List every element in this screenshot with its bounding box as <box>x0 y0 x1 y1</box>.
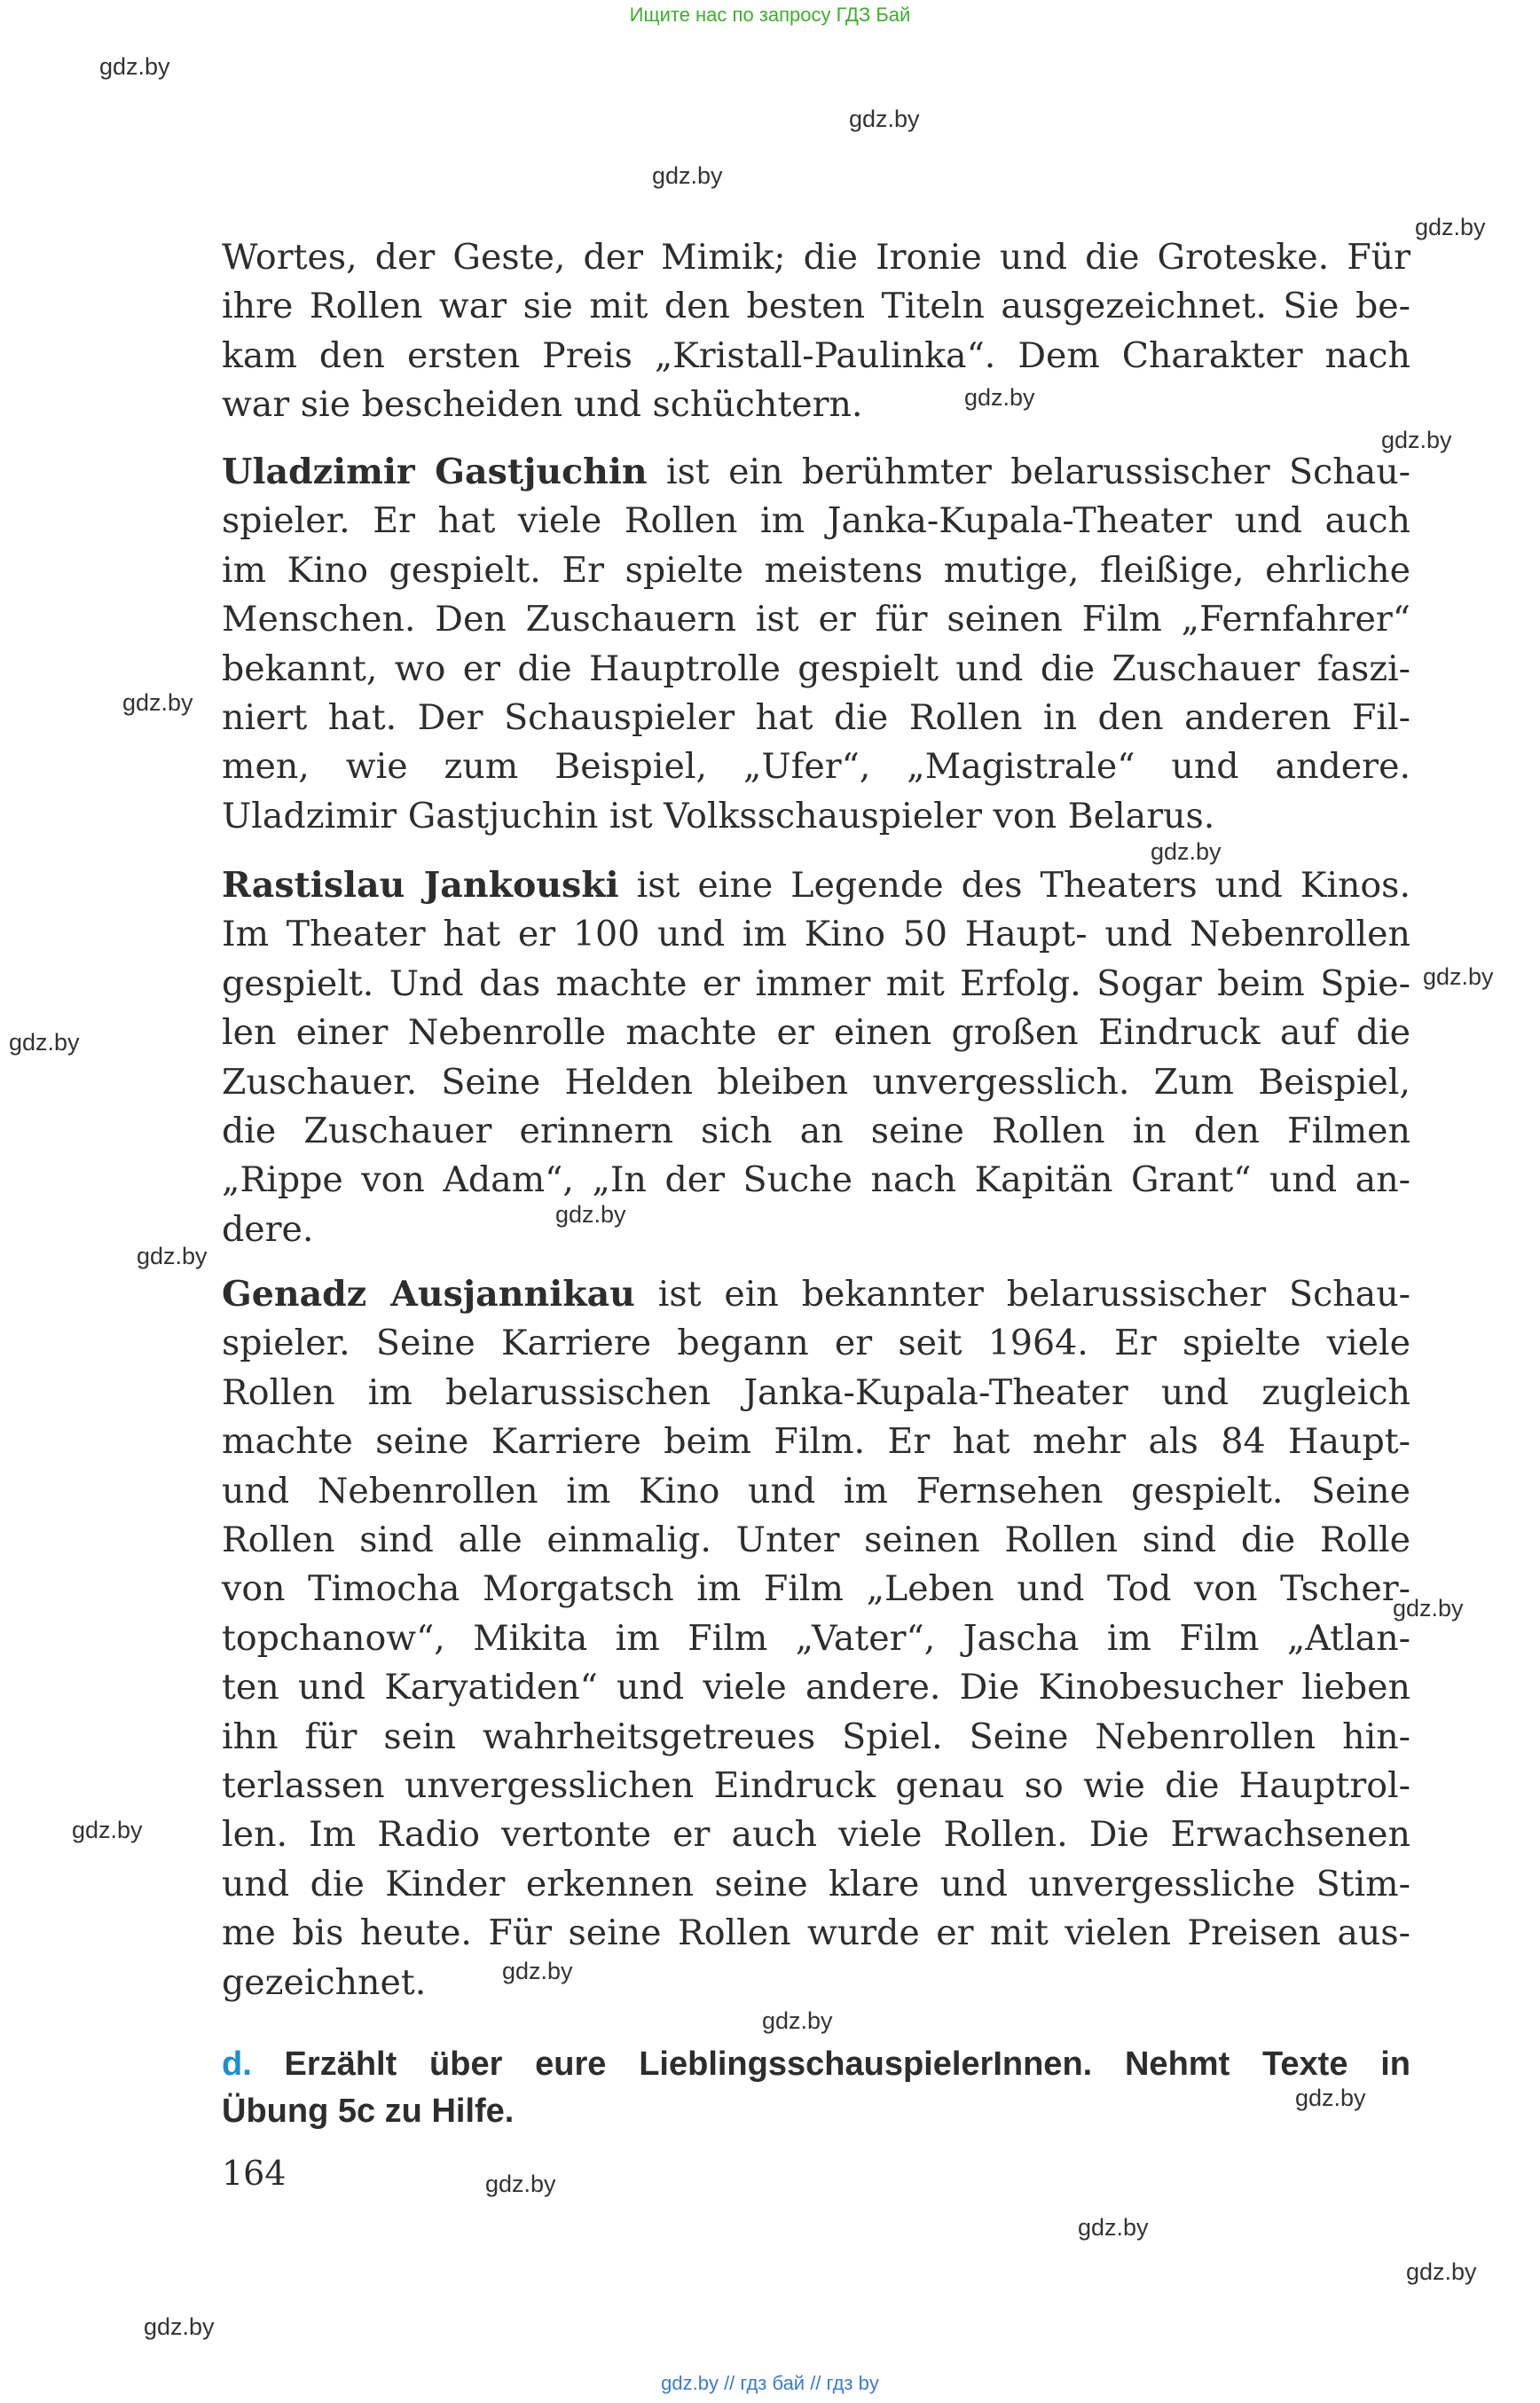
text-line: topchanow“, Mikita im Film „Vater“, Jascha im Film „Atlan- <box>222 1617 1410 1659</box>
watermark: gdz.by <box>1393 1595 1464 1622</box>
task-d <box>222 2041 1410 2135</box>
paragraph-jankouski <box>222 861 1410 1254</box>
text-line: terlassen unvergesslichen Eindruck genau so wie die Hauptrol- <box>222 1765 1410 1807</box>
text-line: dere. <box>222 1208 314 1250</box>
text-line: Zuschauer. Seine Helden bleiben unvergesslich. Zum Beispiel, <box>222 1061 1410 1103</box>
text-line: „Rippe von Adam“, „In der Suche nach Kapitän Grant“ und an- <box>222 1159 1410 1201</box>
actor-name: Rastislau Jankouski <box>222 865 619 906</box>
watermark: gdz.by <box>137 1243 208 1269</box>
text-line: ihre Rollen war sie mit den besten Titeln ausgezeichnet. Sie be- <box>222 286 1410 327</box>
text-line: machte seine Karriere beim Film. Er hat mehr als 84 Haupt- <box>222 1421 1410 1463</box>
text-line: len. Im Radio vertonte er auch viele Rollen. Die Erwachsenen <box>222 1814 1410 1856</box>
text-line: len einer Nebenrolle machte er einen großen Eindruck auf die <box>222 1012 1410 1054</box>
watermark: gdz.by <box>964 384 1035 411</box>
watermark: gdz.by <box>502 1958 573 1984</box>
text-line: Rollen im belarussischen Janka-Kupala-Theater und zugleich <box>222 1371 1410 1413</box>
watermark: gdz.by <box>1423 963 1494 990</box>
text-line: me bis heute. Für seine Rollen wurde er mit vielen Preisen aus- <box>222 1912 1410 1954</box>
text-line: Im Theater hat er 100 und im Kino 50 Haupt- und Nebenrollen <box>222 914 1410 955</box>
text-line: ten und Karyatiden“ und viele andere. Die Kinobesucher lieben <box>222 1667 1410 1708</box>
text-line: Genadz Ausjannikau ist ein bekannter belarussischer Schau- <box>222 1274 1410 1315</box>
paragraph-gastjuchin <box>222 448 1410 841</box>
text-line: Rastislau Jankouski ist eine Legende des Theaters und Kinos. <box>222 865 1411 906</box>
watermark: gdz.by <box>1406 2258 1477 2285</box>
watermark: gdz.by <box>762 2007 833 2034</box>
watermark: gdz.by <box>72 1817 143 1843</box>
watermark: gdz.by <box>122 689 193 716</box>
page-number: 164 <box>222 2154 287 2193</box>
watermark: gdz.by <box>9 1029 80 1056</box>
task-letter: d. <box>222 2046 252 2083</box>
task-line: Übung 5c zu Hilfe. <box>222 2093 515 2130</box>
text-line: Menschen. Den Zuschauern ist er für seinen Film „Fernfahrer“ <box>222 599 1410 640</box>
paragraph-1 <box>222 233 1410 430</box>
text-line: spieler. Er hat viele Rollen im Janka-Kupala-Theater und auch <box>222 500 1410 542</box>
task-line: d. Erzählt über eure LieblingsschauspielerInnen. Nehmt Texte in <box>222 2046 1410 2083</box>
watermark: gdz.by <box>1295 2085 1366 2111</box>
watermark: gdz.by <box>1078 2214 1149 2241</box>
text-line: Uladzimir Gastjuchin ist ein berühmter belarussischer Schau- <box>222 452 1411 492</box>
text-line: spieler. Seine Karriere begann er seit 1964. Er spielte viele <box>222 1323 1410 1364</box>
bottom-banner[interactable]: gdz.by // гдз бай // гдз by <box>661 2372 879 2394</box>
top-banner[interactable]: Ищите нас по запросу ГДЗ Бай <box>629 4 911 26</box>
text-line: und die Kinder erkennen seine klare und unvergessliche Stim- <box>222 1863 1410 1904</box>
watermark: gdz.by <box>144 2313 215 2340</box>
watermark: gdz.by <box>849 106 920 132</box>
watermark: gdz.by <box>555 1201 626 1228</box>
actor-name: Genadz Ausjannikau <box>222 1274 635 1315</box>
text-line: Uladzimir Gastjuchin ist Volksschauspieler von Belarus. <box>222 795 1215 836</box>
watermark: gdz.by <box>1381 427 1452 453</box>
text-line: gezeichnet. <box>222 1961 427 2003</box>
watermark: gdz.by <box>485 2171 556 2197</box>
text-line: ihn für sein wahrheitsgetreues Spiel. Seine Nebenrollen hin- <box>222 1716 1410 1757</box>
text-line: niert hat. Der Schauspieler hat die Rollen in den anderen Fil- <box>222 697 1410 739</box>
text-line: gespielt. Und das machte er immer mit Erfolg. Sogar beim Spie- <box>222 962 1410 1004</box>
actor-name: Uladzimir Gastjuchin <box>222 452 648 492</box>
text-line: und Nebenrollen im Kino und im Fernsehen gespielt. Seine <box>222 1470 1410 1512</box>
watermark: gdz.by <box>652 162 723 189</box>
paragraph-ausjannikau <box>222 1270 1410 2007</box>
text-line: von Timocha Morgatsch im Film „Leben und Tod von Tscher- <box>222 1568 1410 1610</box>
text-line: kam den ersten Preis „Kristall-Paulinka“. Dem Charakter nach <box>222 334 1410 376</box>
text-line: war sie bescheiden und schüchtern. <box>222 384 863 426</box>
text-line: die Zuschauer erinnern sich an seine Rollen in den Filmen <box>222 1111 1410 1152</box>
text-line: Wortes, der Geste, der Mimik; die Ironie und die Groteske. Für <box>222 237 1410 278</box>
watermark: gdz.by <box>1415 214 1486 240</box>
text-line: men, wie zum Beispiel, „Ufer“, „Magistrale“ und andere. <box>222 746 1410 788</box>
text-line: Rollen sind alle einmalig. Unter seinen Rollen sind die Rolle <box>222 1520 1410 1561</box>
text-line: im Kino gespielt. Er spielte meistens mutige, fleißige, ehrliche <box>222 549 1410 591</box>
text-line: bekannt, wo er die Hauptrolle gespielt und die Zuschauer faszi- <box>222 648 1410 689</box>
watermark: gdz.by <box>99 53 170 80</box>
watermark: gdz.by <box>1151 838 1222 865</box>
